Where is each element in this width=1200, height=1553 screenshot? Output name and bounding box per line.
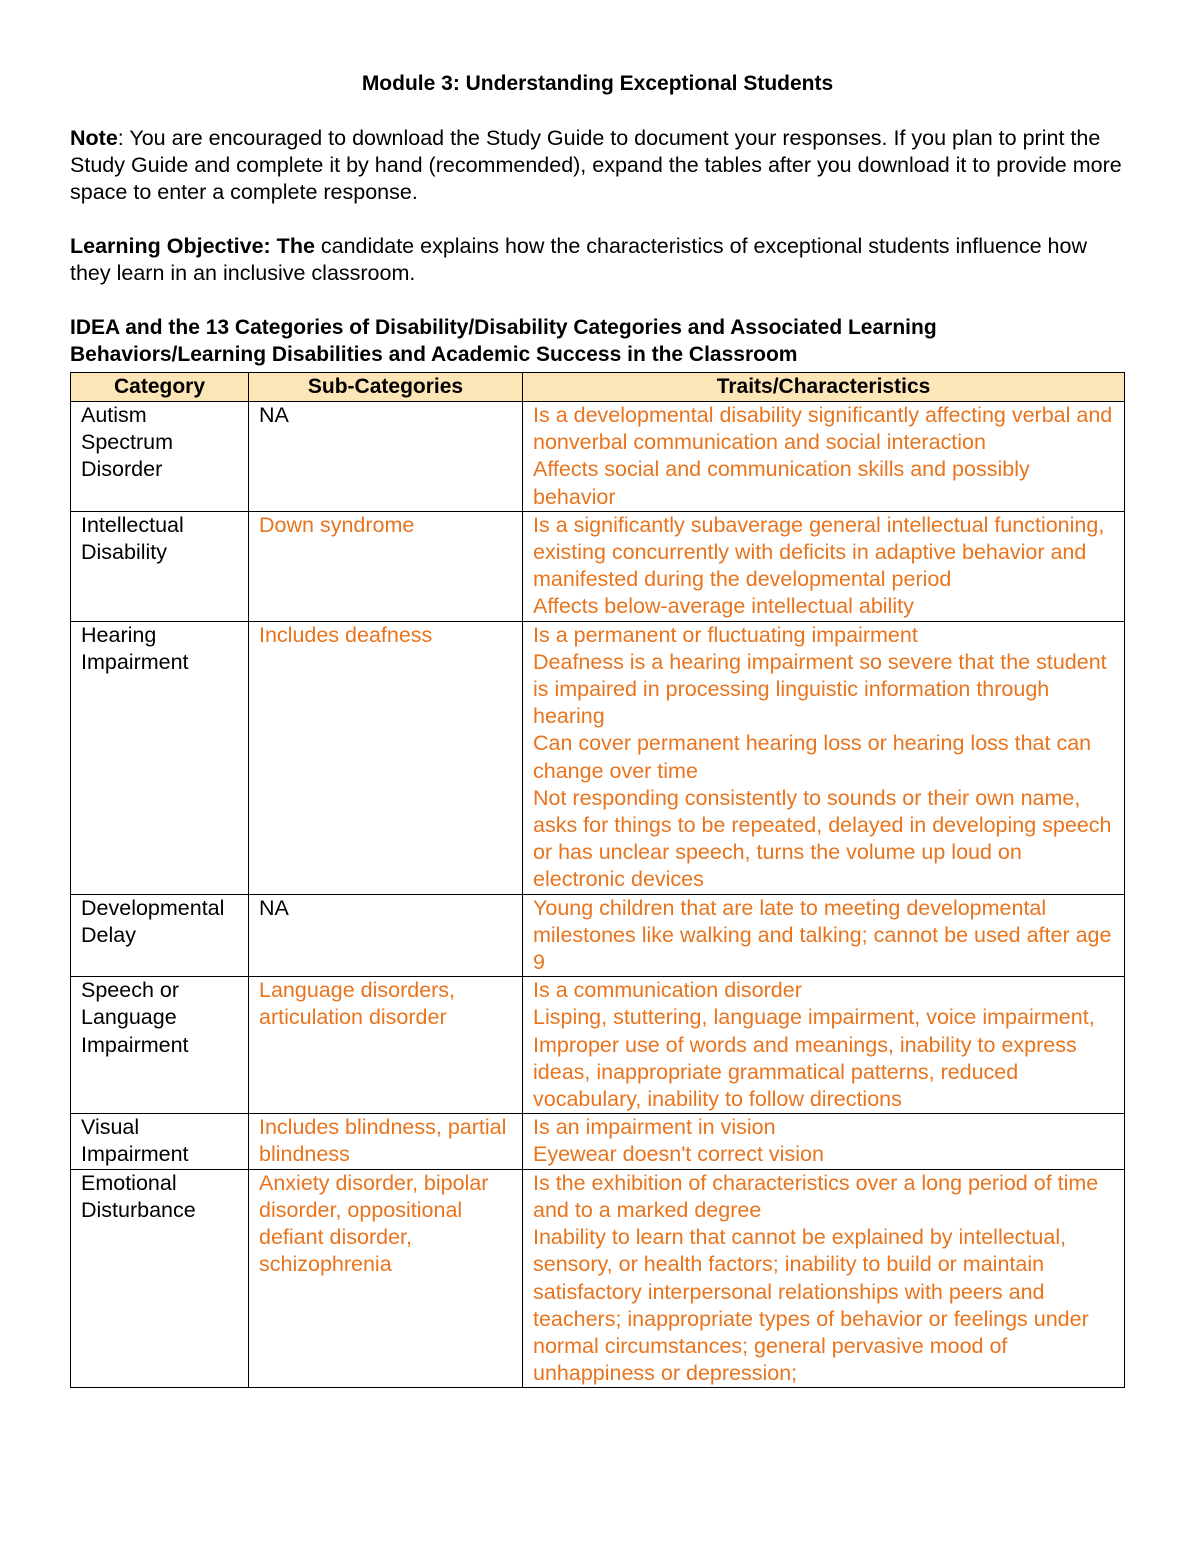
section-heading: IDEA and the 13 Categories of Disability/Disability Categories and Associated Learning Behaviors/Learning Disabilities and Academic Success in the Classroom xyxy=(70,316,937,366)
category-cell: Visual Impairment xyxy=(71,1114,249,1169)
table-header-row xyxy=(71,373,1125,402)
header-traits: Traits/Characteristics xyxy=(523,373,1125,402)
table-row xyxy=(71,977,1125,1114)
note-text: : You are encouraged to download the Study Guide to document your responses. If you plan to print the Study Guide and complete it by hand (recommended), expand the tables after you download it to provide more space to enter a complete response. xyxy=(70,126,1122,204)
traits-cell xyxy=(523,621,1125,894)
category-cell: Developmental Delay xyxy=(71,894,249,977)
sub-category-cell: Language disorders, articulation disorder xyxy=(249,977,523,1114)
sub-category-cell: Includes deafness xyxy=(249,621,523,894)
category-cell: Emotional Disturbance xyxy=(71,1169,249,1388)
trait-text: Deafness is a hearing impairment so severe that the student is impaired in processing linguistic information through hearing xyxy=(533,649,1107,729)
table-body xyxy=(71,402,1125,1388)
trait-text: Affects social and communication skills and possibly behavior xyxy=(533,457,1030,509)
sub-category-cell: NA xyxy=(249,402,523,512)
trait-text: Lisping, stuttering, language impairment, voice impairment, xyxy=(533,1005,1095,1030)
header-category: Category xyxy=(71,373,249,402)
trait-text: Not responding consistently to sounds or their own name, asks for things to be repeated, delayed in developing speech or has unclear speech, turns the volume up loud on electronic devices xyxy=(533,785,1112,892)
objective-text: candidate explains how the characteristics of exceptional students influence how they learn in an inclusive classroom. xyxy=(70,234,1087,285)
table-row xyxy=(71,1114,1125,1169)
sub-category-cell: Includes blindness, partial blindness xyxy=(249,1114,523,1169)
trait-text: Is a communication disorder xyxy=(533,978,802,1003)
table-row xyxy=(71,511,1125,621)
trait-text: Young children that are late to meeting developmental milestones like walking and talking; cannot be used after age 9 xyxy=(533,895,1112,975)
objective-paragraph xyxy=(70,233,1125,287)
trait-text: Is an impairment in vision xyxy=(533,1115,776,1140)
trait-text: Is a developmental disability significantly affecting verbal and nonverbal communication and social interaction xyxy=(533,403,1113,455)
objective-label: Learning Objective: The xyxy=(70,234,315,258)
sub-category-cell: Anxiety disorder, bipolar disorder, oppositional defiant disorder, schizophrenia xyxy=(249,1169,523,1388)
disability-categories-table xyxy=(70,372,1125,1388)
traits-cell xyxy=(523,1169,1125,1388)
traits-cell xyxy=(523,511,1125,621)
table-row xyxy=(71,402,1125,512)
table-row xyxy=(71,1169,1125,1388)
trait-text: Improper use of words and meanings, inability to express ideas, inappropriate grammatical patterns, reduced vocabulary, inability to follow directions xyxy=(533,1032,1077,1112)
sub-category-cell: NA xyxy=(249,894,523,977)
sub-category-cell: Down syndrome xyxy=(249,511,523,621)
table-row xyxy=(71,894,1125,977)
note-label: Note xyxy=(70,126,118,150)
trait-text: Is the exhibition of characteristics over a long period of time and to a marked degree xyxy=(533,1170,1099,1222)
document-page xyxy=(70,70,1125,1388)
traits-cell xyxy=(523,894,1125,977)
category-cell: Intellectual Disability xyxy=(71,511,249,621)
table-row xyxy=(71,621,1125,894)
category-cell: Autism Spectrum Disorder xyxy=(71,402,249,512)
trait-text: Inability to learn that cannot be explained by intellectual, sensory, or health factors; inability to build or maintain satisfactory interpersonal relationships with peers and teachers; inappropriate types of behavior or feelings under normal circumstances; general pervasive mood of unhappiness or depression; xyxy=(533,1225,1089,1386)
note-paragraph xyxy=(70,125,1125,206)
traits-cell xyxy=(523,402,1125,512)
category-cell: Speech or Language Impairment xyxy=(71,977,249,1114)
trait-text: Is a permanent or fluctuating impairment xyxy=(533,622,918,647)
header-sub-categories: Sub-Categories xyxy=(249,373,523,402)
trait-text: Is a significantly subaverage general intellectual functioning, existing concurrently with deficits in adaptive behavior and manifested during the developmental period xyxy=(533,512,1105,592)
trait-text: Affects below-average intellectual ability xyxy=(533,594,914,619)
traits-cell xyxy=(523,1114,1125,1169)
page-title: Module 3: Understanding Exceptional Students xyxy=(361,72,834,95)
category-cell: Hearing Impairment xyxy=(71,621,249,894)
trait-text: Eyewear doesn't correct vision xyxy=(533,1142,824,1167)
trait-text: Can cover permanent hearing loss or hearing loss that can change over time xyxy=(533,731,1092,783)
traits-cell xyxy=(523,977,1125,1114)
